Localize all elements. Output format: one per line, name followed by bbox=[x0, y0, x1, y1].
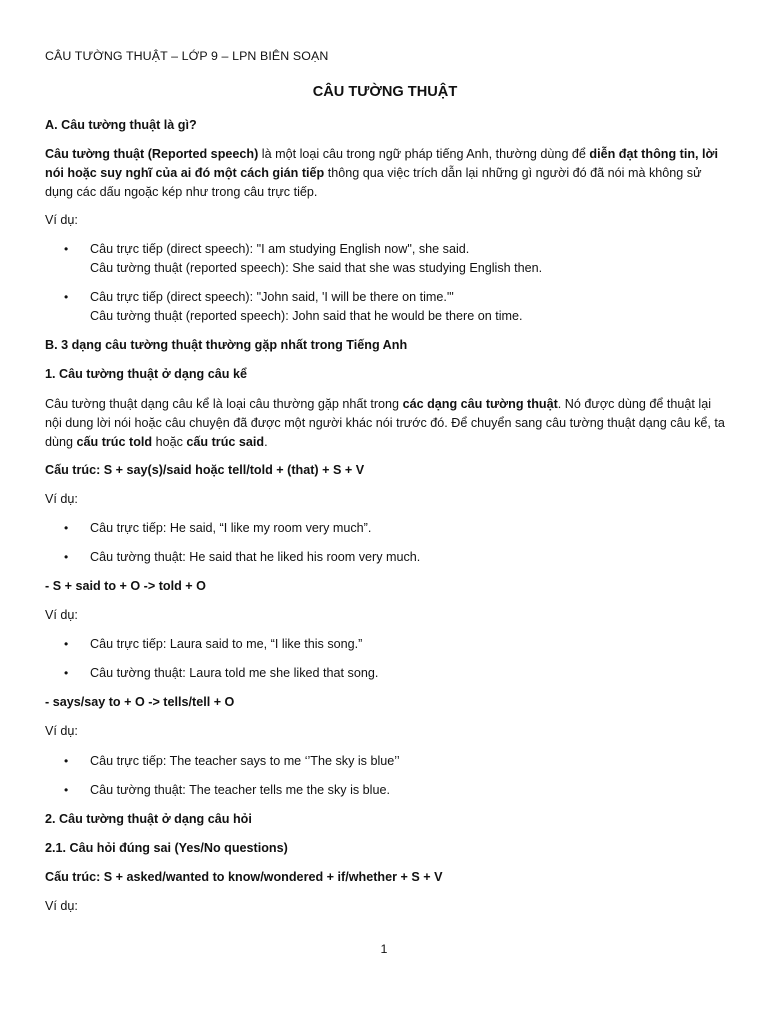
paragraph-text: . bbox=[264, 435, 268, 449]
paragraph-text: hoặc bbox=[152, 435, 187, 449]
page-number: 1 bbox=[380, 942, 388, 956]
example-reported: Câu tường thuật: Laura told me she liked that song. bbox=[90, 666, 379, 680]
section-a-heading: A. Câu tường thuật là gì? bbox=[45, 118, 197, 132]
example-direct: Câu trực tiếp (direct speech): "John said, 'I will be there on time.'" bbox=[90, 290, 454, 304]
subsection-paragraph bbox=[45, 395, 725, 452]
subsection-heading: 2. Câu tường thuật ở dạng câu hỏi bbox=[45, 812, 252, 826]
bullet-icon: • bbox=[64, 290, 69, 304]
bullet-icon: • bbox=[64, 637, 69, 651]
example-direct: Câu trực tiếp: The teacher says to me ‘’The sky is blue’’ bbox=[90, 754, 400, 768]
example-label: Ví dụ: bbox=[45, 724, 78, 738]
subsection-heading: 2.1. Câu hỏi đúng sai (Yes/No questions) bbox=[45, 841, 288, 855]
paragraph-text: thông qua việc trích dẫn lại những gì người đó đã nói mà không sử dụng các dấu ngoặc kép như trong câu trực tiếp. bbox=[45, 166, 702, 199]
paragraph-text: là một loại câu trong ngữ pháp tiếng Anh, thường dùng để bbox=[258, 147, 590, 161]
paragraph-emphasis: cấu trúc said bbox=[186, 435, 265, 449]
bullet-icon: • bbox=[64, 521, 69, 535]
bullet-icon: • bbox=[64, 783, 69, 797]
rule-heading: - says/say to + O -> tells/tell + O bbox=[45, 695, 235, 709]
example-direct: Câu trực tiếp: Laura said to me, “I like this song.” bbox=[90, 637, 363, 651]
example-label: Ví dụ: bbox=[45, 899, 78, 913]
section-b-heading: B. 3 dạng câu tường thuật thường gặp nhất trong Tiếng Anh bbox=[45, 338, 408, 352]
example-direct: Câu trực tiếp: He said, “I like my room very much”. bbox=[90, 521, 372, 535]
paragraph-text: . Nó được dùng để thuật lại nội dung lời nói hoặc câu chuyện đã được một người khác nói trước đó. Để chuyển sang câu tường thuật dạng câu kể, ta dùng bbox=[45, 397, 725, 449]
example-label: Ví dụ: bbox=[45, 213, 78, 227]
paragraph-emphasis: diễn đạt thông tin, lời nói hoặc suy nghĩ của ai đó một cách gián tiếp bbox=[45, 147, 718, 180]
example-label: Ví dụ: bbox=[45, 608, 78, 622]
bullet-icon: • bbox=[64, 754, 69, 768]
example-direct: Câu trực tiếp (direct speech): "I am studying English now", she said. bbox=[90, 242, 470, 256]
bullet-icon: • bbox=[64, 242, 69, 256]
example-label: Ví dụ: bbox=[45, 492, 78, 506]
example-reported: Câu tường thuật (reported speech): She said that she was studying English then. bbox=[90, 261, 543, 275]
example-reported: Câu tường thuật: The teacher tells me the sky is blue. bbox=[90, 783, 390, 797]
term-reported-speech: Câu tường thuật (Reported speech) bbox=[45, 147, 259, 161]
example-reported: Câu tường thuật (reported speech): John said that he would be there on time. bbox=[90, 309, 523, 323]
paragraph-emphasis: các dạng câu tường thuật bbox=[402, 397, 558, 411]
paragraph-emphasis: cấu trúc told bbox=[76, 435, 153, 449]
structure-formula: Cấu trúc: S + asked/wanted to know/wondered + if/whether + S + V bbox=[45, 870, 443, 884]
rule-heading: - S + said to + O -> told + O bbox=[45, 579, 206, 593]
bullet-icon: • bbox=[64, 550, 69, 564]
section-a-paragraph bbox=[45, 145, 725, 202]
subsection-heading: 1. Câu tường thuật ở dạng câu kể bbox=[45, 367, 247, 381]
page-title: CÂU TƯỜNG THUẬT bbox=[312, 84, 458, 100]
page-header: CÂU TƯỜNG THUẬT – LỚP 9 – LPN BIÊN SOẠN bbox=[45, 49, 329, 63]
example-reported: Câu tường thuật: He said that he liked his room very much. bbox=[90, 550, 421, 564]
structure-formula: Cấu trúc: S + say(s)/said hoặc tell/told + (that) + S + V bbox=[45, 463, 365, 477]
bullet-icon: • bbox=[64, 666, 69, 680]
paragraph-text: Câu tường thuật dạng câu kể là loại câu thường gặp nhất trong bbox=[45, 397, 403, 411]
